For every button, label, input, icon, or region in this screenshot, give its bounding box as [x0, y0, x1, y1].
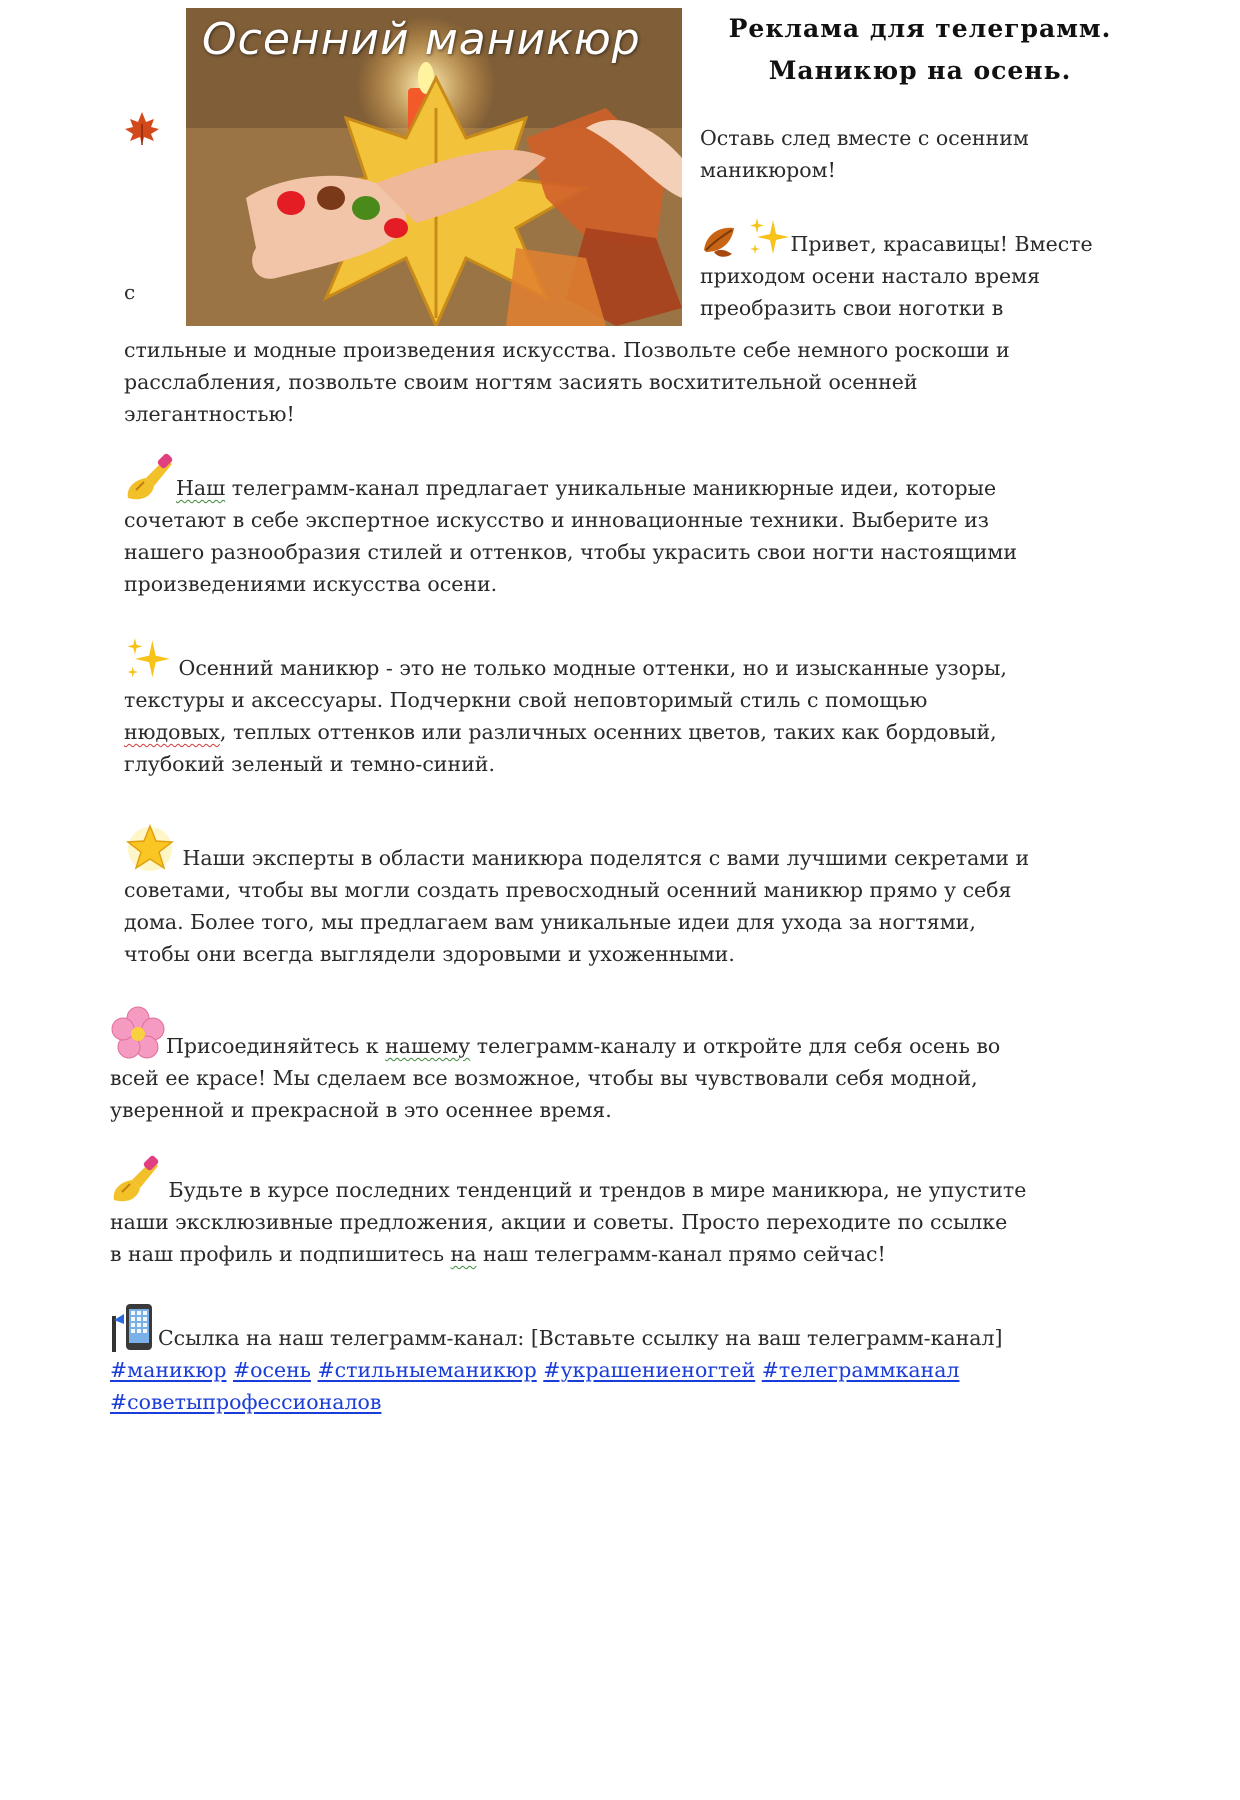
greeting-line: стильные и модные произведения искусства. Позвольте себе немного роскоши и [124, 338, 1010, 362]
slogan [700, 122, 1150, 186]
paragraph-experts [124, 822, 1164, 970]
greeting-line: преобразить свои ноготки в [700, 296, 1004, 320]
channel-word: Наш [176, 476, 226, 500]
paragraph-line: произведениями искусства осени. [124, 572, 498, 596]
underlined-word: нашему [385, 1034, 471, 1058]
nail-polish-icon [110, 1154, 162, 1206]
greeting-paragraph-bottom [124, 334, 1164, 430]
paragraph-line: Будьте в курсе последних тенденций и трендов в мире маникюра, не упустите [162, 1178, 1027, 1202]
glowing-star-icon [124, 822, 176, 874]
paragraph-line: наш телеграмм-канал прямо сейчас! [476, 1242, 886, 1266]
cherry-blossom-icon [110, 1006, 166, 1062]
maple-leaf-icon [124, 110, 160, 146]
hero-image [186, 8, 682, 326]
greeting-line: элегантностью! [124, 402, 295, 426]
paragraph-stay-tuned [110, 1154, 1150, 1270]
sparkles-icon [747, 216, 791, 260]
sparkles-icon [124, 636, 172, 684]
underlined-word: на [450, 1242, 477, 1266]
channel-link-text: Ссылка на наш телеграмм-канал: [Вставьте ссылку на ваш телеграмм-канал] [158, 1326, 1003, 1350]
paragraph-line: в наш профиль и подпишитесь [110, 1242, 451, 1266]
paragraph-channel-offer [124, 452, 1164, 600]
paragraph-line: советами, чтобы вы могли создать превосходный осенний маникюр прямо у себя [124, 878, 1012, 902]
paragraph-line: всей ее красе! Мы сделаем все возможное, чтобы вы чувствовали себя модной, [110, 1066, 978, 1090]
slogan-line: маникюром! [700, 158, 836, 182]
hashtag-link[interactable]: #маникюр [110, 1358, 227, 1382]
hashtag-link[interactable]: #советыпрофессионалов [110, 1390, 382, 1414]
hashtag-link[interactable]: #украшениеногтей [543, 1358, 756, 1382]
hero-image-title: Осенний маникюр [202, 14, 641, 65]
paragraph-line: уверенной и прекрасной в это осеннее время. [110, 1098, 612, 1122]
greeting-line: Привет, красавицы! Вместе [790, 232, 1093, 256]
paragraph-line: сочетают в себе экспертное искусство и инновационные техники. Выберите из [124, 508, 989, 532]
link-block [110, 1302, 1150, 1418]
paragraph-line: чтобы они всегда выглядели здоровыми и ухоженными. [124, 942, 735, 966]
orphan-letter: с [124, 280, 136, 304]
fallen-leaf-icon [700, 220, 740, 260]
paragraph-autumn-manicure [124, 636, 1164, 780]
page-title-line1: Реклама для телеграмм. [728, 14, 1112, 43]
paragraph-line: Осенний маникюр - это не только модные оттенки, но и изысканные узоры, [172, 656, 1007, 680]
hashtag-link[interactable]: #осень [233, 1358, 311, 1382]
page-title-line2: Маникюр на осень. [768, 56, 1072, 85]
nail-polish-icon [124, 452, 176, 504]
paragraph-line: , теплых оттенков или различных осенних цветов, таких как бордовый, [219, 720, 997, 744]
paragraph-line: глубокий зеленый и темно-синий. [124, 752, 495, 776]
paragraph-line: нашего разнообразия стилей и оттенков, чтобы украсить свои ногти настоящими [124, 540, 1017, 564]
paragraph-line: Наши эксперты в области маникюра поделятся с вами лучшими секретами и [176, 846, 1030, 870]
greeting-paragraph-top [700, 216, 1150, 324]
greeting-line: приходом осени настало время [700, 264, 1041, 288]
paragraph-join [110, 1006, 1150, 1126]
paragraph-line: телеграмм-каналу и откройте для себя осень во [470, 1034, 1001, 1058]
paragraph-line: наши эксклюзивные предложения, акции и советы. Просто переходите по ссылке [110, 1210, 1008, 1234]
greeting-line: расслабления, позвольте своим ногтям засиять восхитительной осенней [124, 370, 918, 394]
slogan-line: Оставь след вместе с осенним [700, 126, 1029, 150]
paragraph-line: Присоединяйтесь к [166, 1034, 386, 1058]
hashtag-link[interactable]: #стильныеманикюр [317, 1358, 537, 1382]
mobile-phone-icon [110, 1302, 158, 1354]
misspelled-word: нюдовых [124, 720, 220, 744]
paragraph-line: текстуры и аксессуары. Подчеркни свой неповторимый стиль с помощью [124, 688, 928, 712]
hashtag-link[interactable]: #телеграммканал [761, 1358, 960, 1382]
paragraph-line: телеграмм-канал предлагает уникальные маникюрные идеи, которые [225, 476, 997, 500]
page-title [700, 8, 1140, 92]
paragraph-line: дома. Более того, мы предлагаем вам уникальные идеи для ухода за ногтями, [124, 910, 976, 934]
